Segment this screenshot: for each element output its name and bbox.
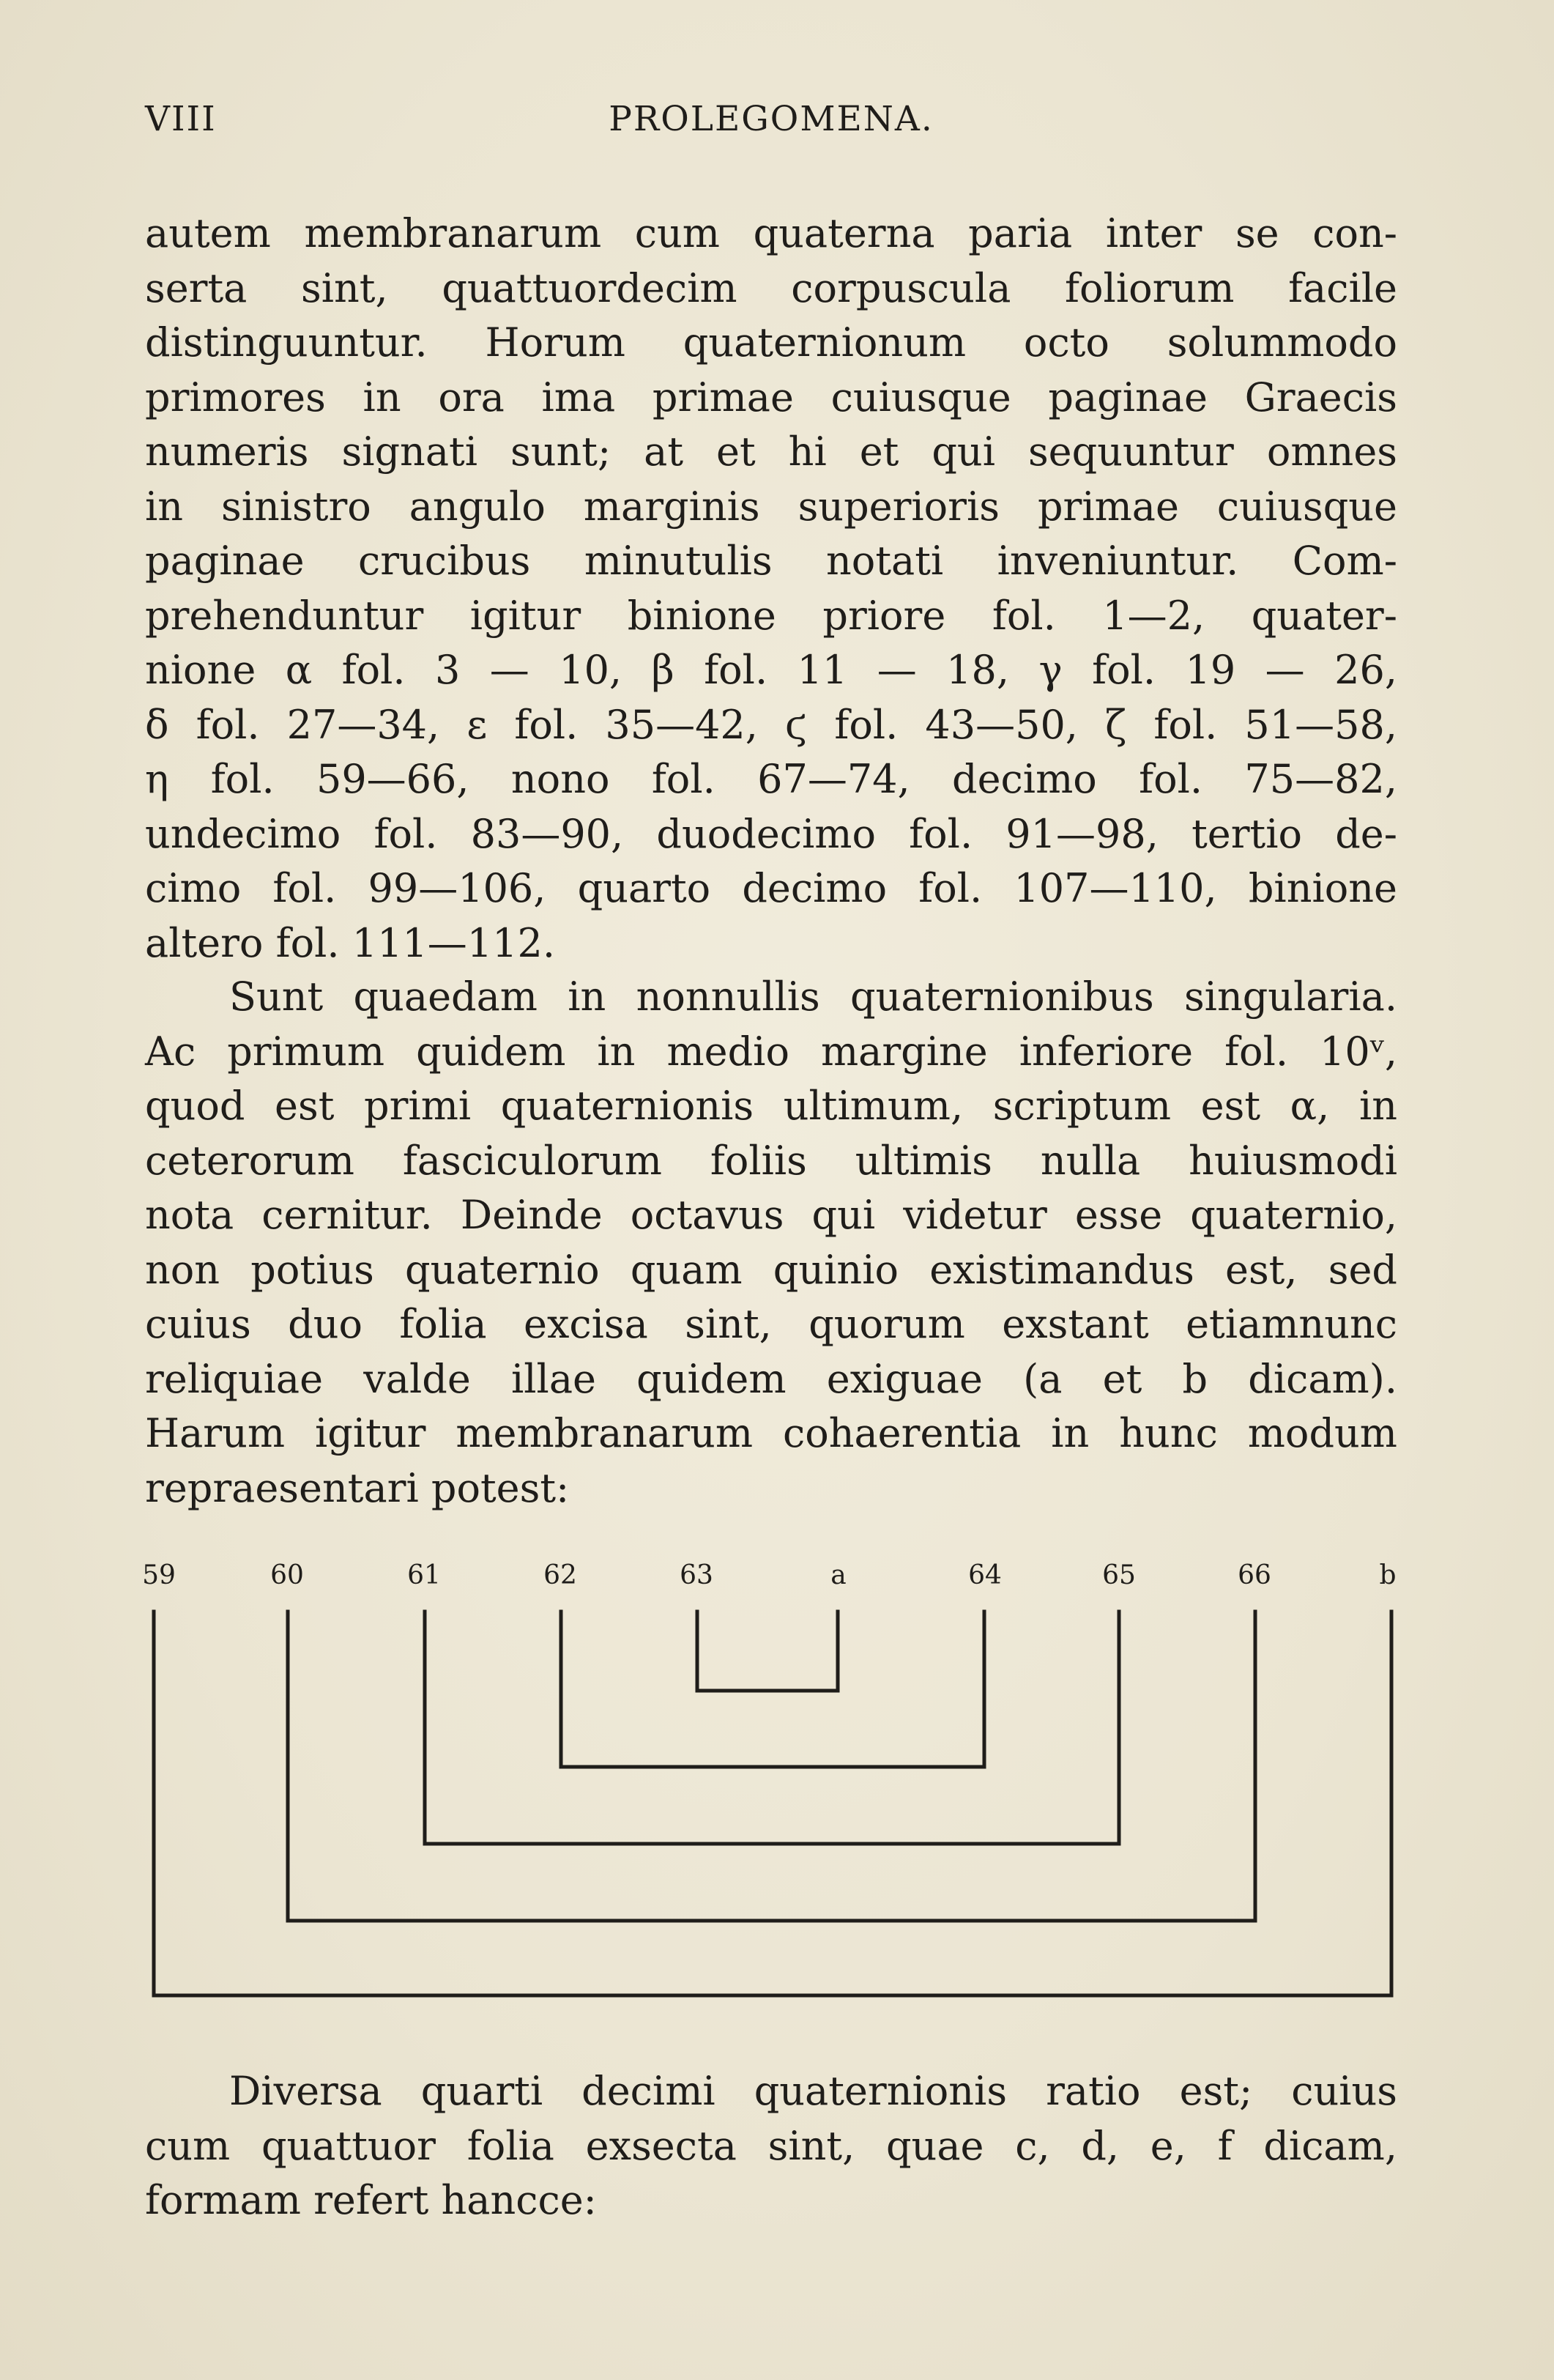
bifolium-63-a bbox=[697, 1612, 838, 1691]
text-line: autem membranarum cum quaterna paria inter se con- bbox=[145, 210, 1397, 256]
bifolium-61-65 bbox=[425, 1612, 1119, 1844]
paragraph-3 bbox=[145, 2064, 1397, 2228]
text-line: in sinistro angulo marginis superioris primae cuiusque bbox=[145, 483, 1397, 530]
diagram-label-64: 64 bbox=[968, 1560, 1002, 1590]
text-line: non potius quaternio quam quinio existimandus est, sed bbox=[145, 1246, 1397, 1293]
diagram-label-a: a bbox=[830, 1560, 847, 1590]
text-line: cum quattuor folia exsecta sint, quae c, d, e, f dicam, bbox=[145, 2122, 1397, 2169]
diagram-label-b: b bbox=[1379, 1560, 1397, 1590]
text-line: serta sint, quattuordecim corpuscula foliorum facile bbox=[145, 264, 1397, 311]
text-line: prehenduntur igitur binione priore fol. 1—2, quater- bbox=[145, 592, 1397, 639]
page-header bbox=[145, 99, 1397, 150]
diagram-label-65: 65 bbox=[1102, 1560, 1136, 1590]
diagram-label-66: 66 bbox=[1238, 1560, 1271, 1590]
text-line: cimo fol. 99—106, quarto decimo fol. 107—110, binione bbox=[145, 865, 1397, 911]
text-line: nione α fol. 3 — 10, β fol. 11 — 18, γ fol. 19 — 26, bbox=[145, 647, 1397, 693]
text-line: numeris signati sunt; at et hi et qui sequuntur omnes bbox=[145, 429, 1397, 475]
diagram-label-62: 62 bbox=[543, 1560, 577, 1590]
text-line: Sunt quaedam in nonnullis quaternionibus singularia. bbox=[229, 974, 1397, 1020]
text-line: ceterorum fasciculorum foliis ultimis nulla huiusmodi bbox=[145, 1137, 1397, 1184]
text-line: formam refert hancce: bbox=[145, 2177, 597, 2223]
text-line: reliquiae valde illae quidem exiguae (a et b dicam). bbox=[145, 1355, 1397, 1402]
bifolium-59-b bbox=[154, 1612, 1391, 1995]
text-line: primores in ora ima primae cuiusque paginae Graecis bbox=[145, 374, 1397, 420]
page-number: VIII bbox=[145, 99, 217, 139]
text-line: cuius duo folia excisa sint, quorum exstant etiamnunc bbox=[145, 1301, 1397, 1347]
diagram-label-63: 63 bbox=[680, 1560, 713, 1590]
text-line: distinguuntur. Horum quaternionum octo solummodo bbox=[145, 319, 1397, 366]
text-line: altero fol. 111—112. bbox=[145, 919, 556, 966]
quire-bracket-lines bbox=[139, 1560, 1413, 2014]
text-line: paginae crucibus minutulis notati inveniuntur. Com- bbox=[145, 538, 1397, 584]
text-line: nota cernitur. Deinde octavus qui videtur esse quaternio, bbox=[145, 1192, 1397, 1238]
running-title: PROLEGOMENA. bbox=[609, 99, 934, 139]
paragraph-1 bbox=[145, 207, 1397, 971]
diagram-label-59: 59 bbox=[142, 1560, 176, 1590]
paragraph-2 bbox=[145, 970, 1397, 1516]
text-line: δ fol. 27—34, ε fol. 35—42, ϛ fol. 43—50, ζ fol. 51—58, bbox=[145, 701, 1397, 748]
text-line: repraesentari potest: bbox=[145, 1464, 570, 1511]
text-line: η fol. 59—66, nono fol. 67—74, decimo fol. 75—82, bbox=[145, 756, 1397, 802]
text-line: Ac primum quidem in medio margine inferiore fol. 10ᵛ, bbox=[145, 1028, 1397, 1075]
text-line: quod est primi quaternionis ultimum, scriptum est α, in bbox=[145, 1083, 1397, 1129]
diagram-label-61: 61 bbox=[407, 1560, 441, 1590]
text-line: Diversa quarti decimi quaternionis ratio est; cuius bbox=[229, 2068, 1397, 2114]
text-line: Harum igitur membranarum cohaerentia in hunc modum bbox=[145, 1410, 1397, 1456]
diagram-label-60: 60 bbox=[270, 1560, 304, 1590]
quire-diagram bbox=[139, 1560, 1413, 2014]
text-line: undecimo fol. 83—90, duodecimo fol. 91—98, tertio de- bbox=[145, 810, 1397, 857]
